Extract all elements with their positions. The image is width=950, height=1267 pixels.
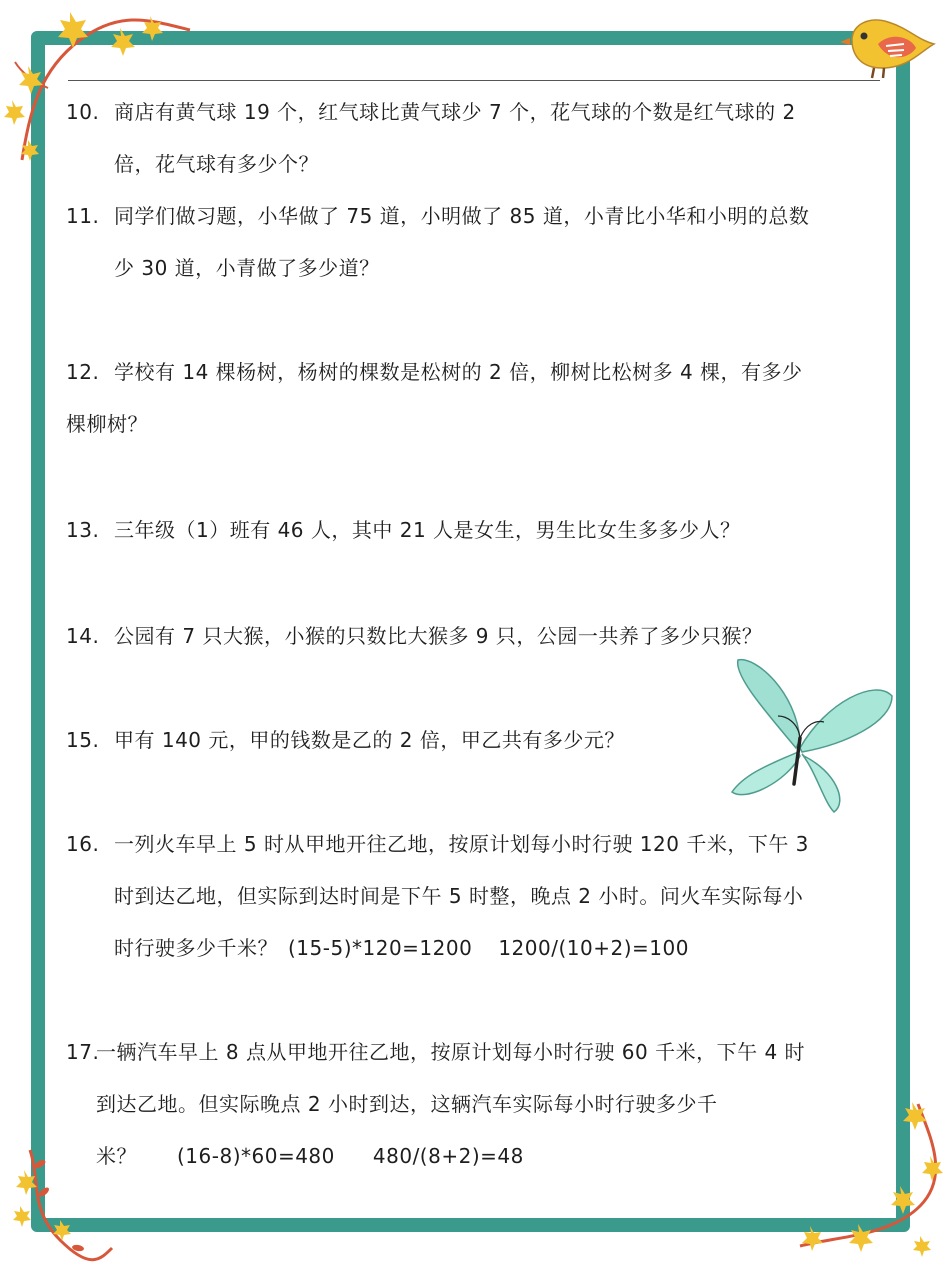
question-text: 商店有黄气球 19 个，红气球比黄气球少 7 个，花气球的个数是红气球的 2: [114, 100, 796, 124]
question-number: 10.: [66, 100, 100, 124]
flower-vine-icon: [780, 1096, 950, 1267]
question-number: 15.: [66, 728, 100, 752]
question-number: 13.: [66, 518, 100, 542]
question-text: 棵柳树？: [66, 412, 148, 436]
flower-vine-icon: [0, 1140, 120, 1267]
question-text: 米？: [96, 1144, 137, 1168]
butterfly-icon: [716, 652, 896, 820]
question-text: 同学们做习题，小华做了 75 道，小明做了 85 道，小青比小华和小明的总数: [114, 204, 810, 228]
question-12: [66, 346, 890, 450]
question-text: 一辆汽车早上 8 点从甲地开往乙地，按原计划每小时行驶 60 千米，下午 4 时: [96, 1040, 806, 1064]
question-11: [66, 190, 890, 294]
question-16: [66, 818, 890, 974]
question-number: 11.: [66, 204, 100, 228]
question-number: 17.: [66, 1040, 100, 1064]
question-text: 甲有 140 元，甲的钱数是乙的 2 倍，甲乙共有多少元？: [114, 728, 625, 752]
bird-icon: [838, 10, 938, 82]
question-text: 学校有 14 棵杨树，杨树的棵数是松树的 2 倍，柳树比松树多 4 棵，有多少: [114, 360, 803, 384]
working-step: (16-8)*60=480: [177, 1144, 335, 1168]
working-step: 480/(8+2)=48: [372, 1144, 524, 1168]
question-number: 16.: [66, 832, 100, 856]
working-step: 1200/(10+2)=100: [498, 936, 689, 960]
question-number: 14.: [66, 624, 100, 648]
question-text: 一列火车早上 5 时从甲地开往乙地，按原计划每小时行驶 120 千米，下午 3: [114, 832, 809, 856]
question-13: [66, 504, 890, 556]
question-number: 12.: [66, 360, 100, 384]
working-step: (15-5)*120=1200: [288, 936, 473, 960]
question-text: 少 30 道，小青做了多少道？: [114, 256, 380, 280]
flower-vine-icon: [0, 0, 200, 180]
question-text: 时行驶多少千米？: [114, 936, 278, 960]
question-17: [66, 1026, 890, 1182]
question-text: 到达乙地。但实际晚点 2 小时到达，这辆汽车实际每小时行驶多少千: [96, 1092, 718, 1116]
question-text: 公园有 7 只大猴，小猴的只数比大猴多 9 只，公园一共养了多少只猴？: [114, 624, 763, 648]
question-text: 倍，花气球有多少个？: [114, 152, 319, 176]
question-text: 时到达乙地，但实际到达时间是下午 5 时整，晚点 2 小时。问火车实际每小: [114, 884, 804, 908]
question-text: 三年级（1）班有 46 人，其中 21 人是女生，男生比女生多多少人？: [114, 518, 741, 542]
